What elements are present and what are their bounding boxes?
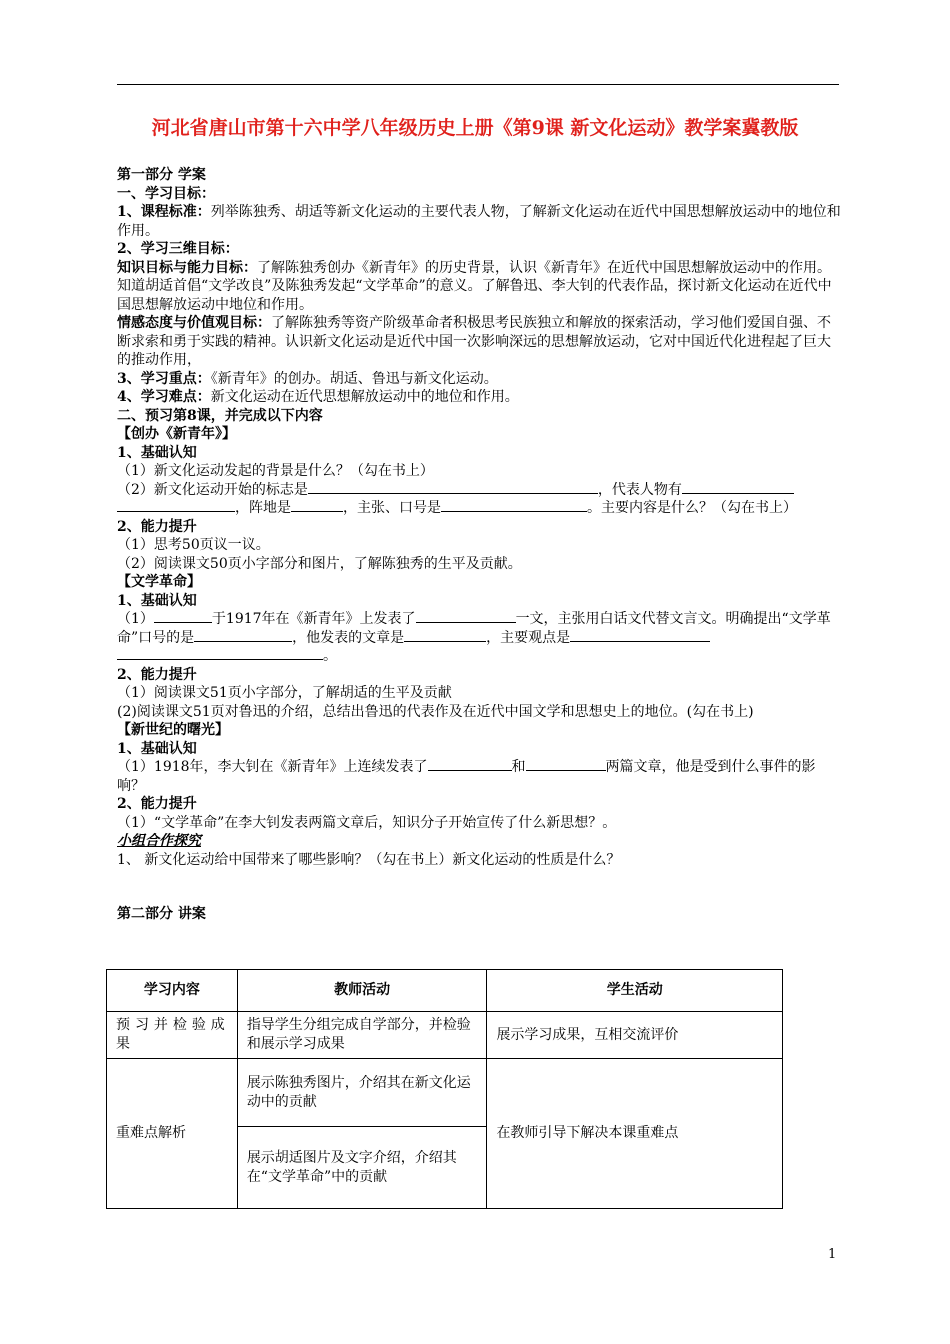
table-cell: 展示陈独秀图片，介绍其在新文化运动中的贡献 bbox=[237, 1059, 487, 1127]
sec-b-q1-part: ，他发表的文章是 bbox=[292, 629, 405, 646]
group-inquiry-heading: 小组合作探究 bbox=[117, 833, 201, 849]
section2-heading: 二、预习第8课，并完成以下内容 bbox=[117, 407, 323, 424]
table-cell: 展示学习成果，互相交流评价 bbox=[487, 1012, 783, 1059]
difficult-points-label: 4、学习难点： bbox=[117, 389, 211, 405]
sec-c-q1 bbox=[117, 758, 842, 795]
sec-a-q1: （1）新文化运动发起的背景是什么？（勾在书上） bbox=[117, 463, 434, 479]
sec-b-q1-part: 于1917年在《新青年》上发表了 bbox=[211, 611, 416, 627]
knowledge-goal bbox=[117, 259, 842, 315]
table-header: 学生活动 bbox=[487, 970, 783, 1012]
sec-a-heading: 【创办《新青年》】 bbox=[117, 426, 236, 442]
curriculum-standard-text: 列举陈独秀、胡适等新文化运动的主要代表人物，了解新文化运动在近代中国思想解放运动中的地位和作用。 bbox=[117, 204, 841, 239]
sec-c-a1: （1）“文学革命”在李大钊发表两篇文章后，知识分子开始宣传了什么新思想？。 bbox=[117, 814, 617, 831]
answer-blank[interactable] bbox=[291, 499, 343, 512]
sec-c-basic: 1、基础认知 bbox=[117, 740, 197, 757]
document-body bbox=[117, 166, 842, 924]
three-dimension-goals-heading: 2、学习三维目标： bbox=[117, 241, 239, 257]
sec-b-heading: 【文学革命】 bbox=[117, 574, 201, 590]
table-row bbox=[107, 1059, 783, 1127]
sec-a-q2-part: ，代表人物有 bbox=[597, 481, 682, 498]
answer-blank[interactable] bbox=[570, 629, 710, 642]
table-cell: 展示胡适图片及文字介绍，介绍其在“文学革命”中的贡献 bbox=[237, 1127, 487, 1209]
sec-a-q2-part: 。主要内容是什么？（勾在书上） bbox=[587, 500, 797, 516]
sec-b-q1-part: 一文，主张用白话文代替文言文。明确提出“文学革命”口号的是 bbox=[117, 611, 831, 646]
sec-a-basic: 1、基础认知 bbox=[117, 444, 197, 461]
section1-heading: 一、学习目标： bbox=[117, 185, 215, 202]
answer-blank[interactable] bbox=[404, 629, 486, 642]
table-header-row bbox=[107, 970, 783, 1012]
difficult-points-text: 新文化运动在近代思想解放运动中的地位和作用。 bbox=[210, 389, 519, 405]
sec-b-a2: (2)阅读课文51页对鲁迅的介绍，总结出鲁迅的代表作及在近代中国文学和思想史上的地位。(勾在书上) bbox=[117, 703, 754, 720]
header-rule bbox=[117, 84, 839, 85]
curriculum-standard-label: 1、课程标准： bbox=[117, 204, 211, 220]
sec-c-ability: 2、能力提升 bbox=[117, 796, 197, 812]
sec-b-q1-part: ，主要观点是 bbox=[486, 629, 571, 646]
sec-a-q2 bbox=[117, 481, 842, 518]
answer-blank[interactable] bbox=[682, 481, 794, 494]
attitude-goal-text: 了解陈独秀等资产阶级革命者积极思考民族独立和解放的探索活动，学习他们爱国自强、不断求索和勇于实践的精神。认识新文化运动是近代中国一次影响深远的思想解放运动，它对中国近代化进程起了巨大的推动作用， bbox=[117, 315, 831, 368]
lesson-plan-table bbox=[106, 969, 783, 1209]
knowledge-goal-text: 了解陈独秀创办《新青年》的历史背景，认识《新青年》在近代中国思想解放运动中的作用。知道胡适首倡“文学改良”及陈独秀发起“文学革命”的意义。了解鲁迅、李大钊的代表作品，探讨新文化运动在近代中国思想解放运动中地位和作用。 bbox=[117, 259, 832, 313]
sec-b-q1-part: （1） bbox=[117, 611, 154, 627]
group-inquiry-question: 1、 新文化运动给中国带来了哪些影响？（勾在书上）新文化运动的性质是什么？ bbox=[117, 851, 621, 868]
table-cell: 在教师引导下解决本课重难点 bbox=[487, 1059, 783, 1209]
sec-c-heading: 【新世纪的曙光】 bbox=[117, 722, 229, 738]
curriculum-standard bbox=[117, 203, 842, 240]
answer-blank[interactable] bbox=[154, 610, 212, 623]
answer-blank[interactable] bbox=[194, 629, 292, 642]
sec-a-q2-part: ，主张、口号是 bbox=[343, 500, 441, 516]
page-number: 1 bbox=[828, 1247, 837, 1262]
answer-blank[interactable] bbox=[308, 481, 598, 494]
table-header: 学习内容 bbox=[107, 970, 238, 1012]
difficult-points bbox=[117, 388, 842, 407]
attitude-goal-label: 情感态度与价值观目标： bbox=[117, 315, 271, 331]
sec-b-q1-part: 。 bbox=[323, 648, 337, 664]
sec-a-a2: （2）阅读课文50页小字部分和图片，了解陈独秀的生平及贡献。 bbox=[117, 555, 522, 572]
table-cell: 重难点解析 bbox=[107, 1059, 238, 1209]
answer-blank[interactable] bbox=[441, 499, 587, 512]
table-cell: 指导学生分组完成自学部分，并检验和展示学习成果 bbox=[237, 1012, 487, 1059]
sec-b-ability: 2、能力提升 bbox=[117, 666, 197, 683]
answer-blank[interactable] bbox=[526, 758, 606, 771]
sec-a-q2-part: （2）新文化运动开始的标志是 bbox=[117, 481, 308, 498]
sec-b-a1: （1）阅读课文51页小字部分，了解胡适的生平及贡献 bbox=[117, 685, 452, 701]
key-points-text: 《新青年》的创办。胡适、鲁迅与新文化运动。 bbox=[210, 370, 498, 387]
sec-c-q1-part: 和 bbox=[511, 759, 526, 775]
table-row bbox=[107, 1012, 783, 1059]
sec-a-q2-part: ，阵地是 bbox=[235, 500, 291, 516]
table-cell: 预习并检验成果 bbox=[107, 1012, 238, 1059]
part2-heading: 第二部分 讲案 bbox=[117, 906, 206, 922]
answer-blank[interactable] bbox=[428, 758, 512, 771]
answer-blank[interactable] bbox=[117, 499, 235, 512]
key-points bbox=[117, 370, 842, 389]
key-points-label: 3、学习重点： bbox=[117, 370, 211, 387]
attitude-goal bbox=[117, 314, 842, 370]
spacer bbox=[117, 869, 842, 905]
table-header: 教师活动 bbox=[237, 970, 487, 1012]
sec-c-q1-part: （1）1918年，李大钊在《新青年》上连续发表了 bbox=[117, 759, 428, 775]
part1-heading: 第一部分 学案 bbox=[117, 167, 206, 183]
answer-blank[interactable] bbox=[117, 647, 323, 660]
knowledge-goal-label: 知识目标与能力目标： bbox=[117, 259, 257, 276]
sec-b-basic: 1、基础认知 bbox=[117, 592, 197, 609]
sec-a-ability: 2、能力提升 bbox=[117, 518, 197, 535]
answer-blank[interactable] bbox=[416, 610, 516, 623]
sec-b-q1 bbox=[117, 610, 842, 666]
sec-c-q1-part: 两篇文章，他是受到什么事件的影响？ bbox=[117, 759, 816, 794]
document-title: 河北省唐山市第十六中学八年级历史上册《第9课 新文化运动》教学案冀教版 bbox=[151, 117, 799, 139]
sec-a-a1: （1）思考50页议一议。 bbox=[117, 537, 270, 553]
